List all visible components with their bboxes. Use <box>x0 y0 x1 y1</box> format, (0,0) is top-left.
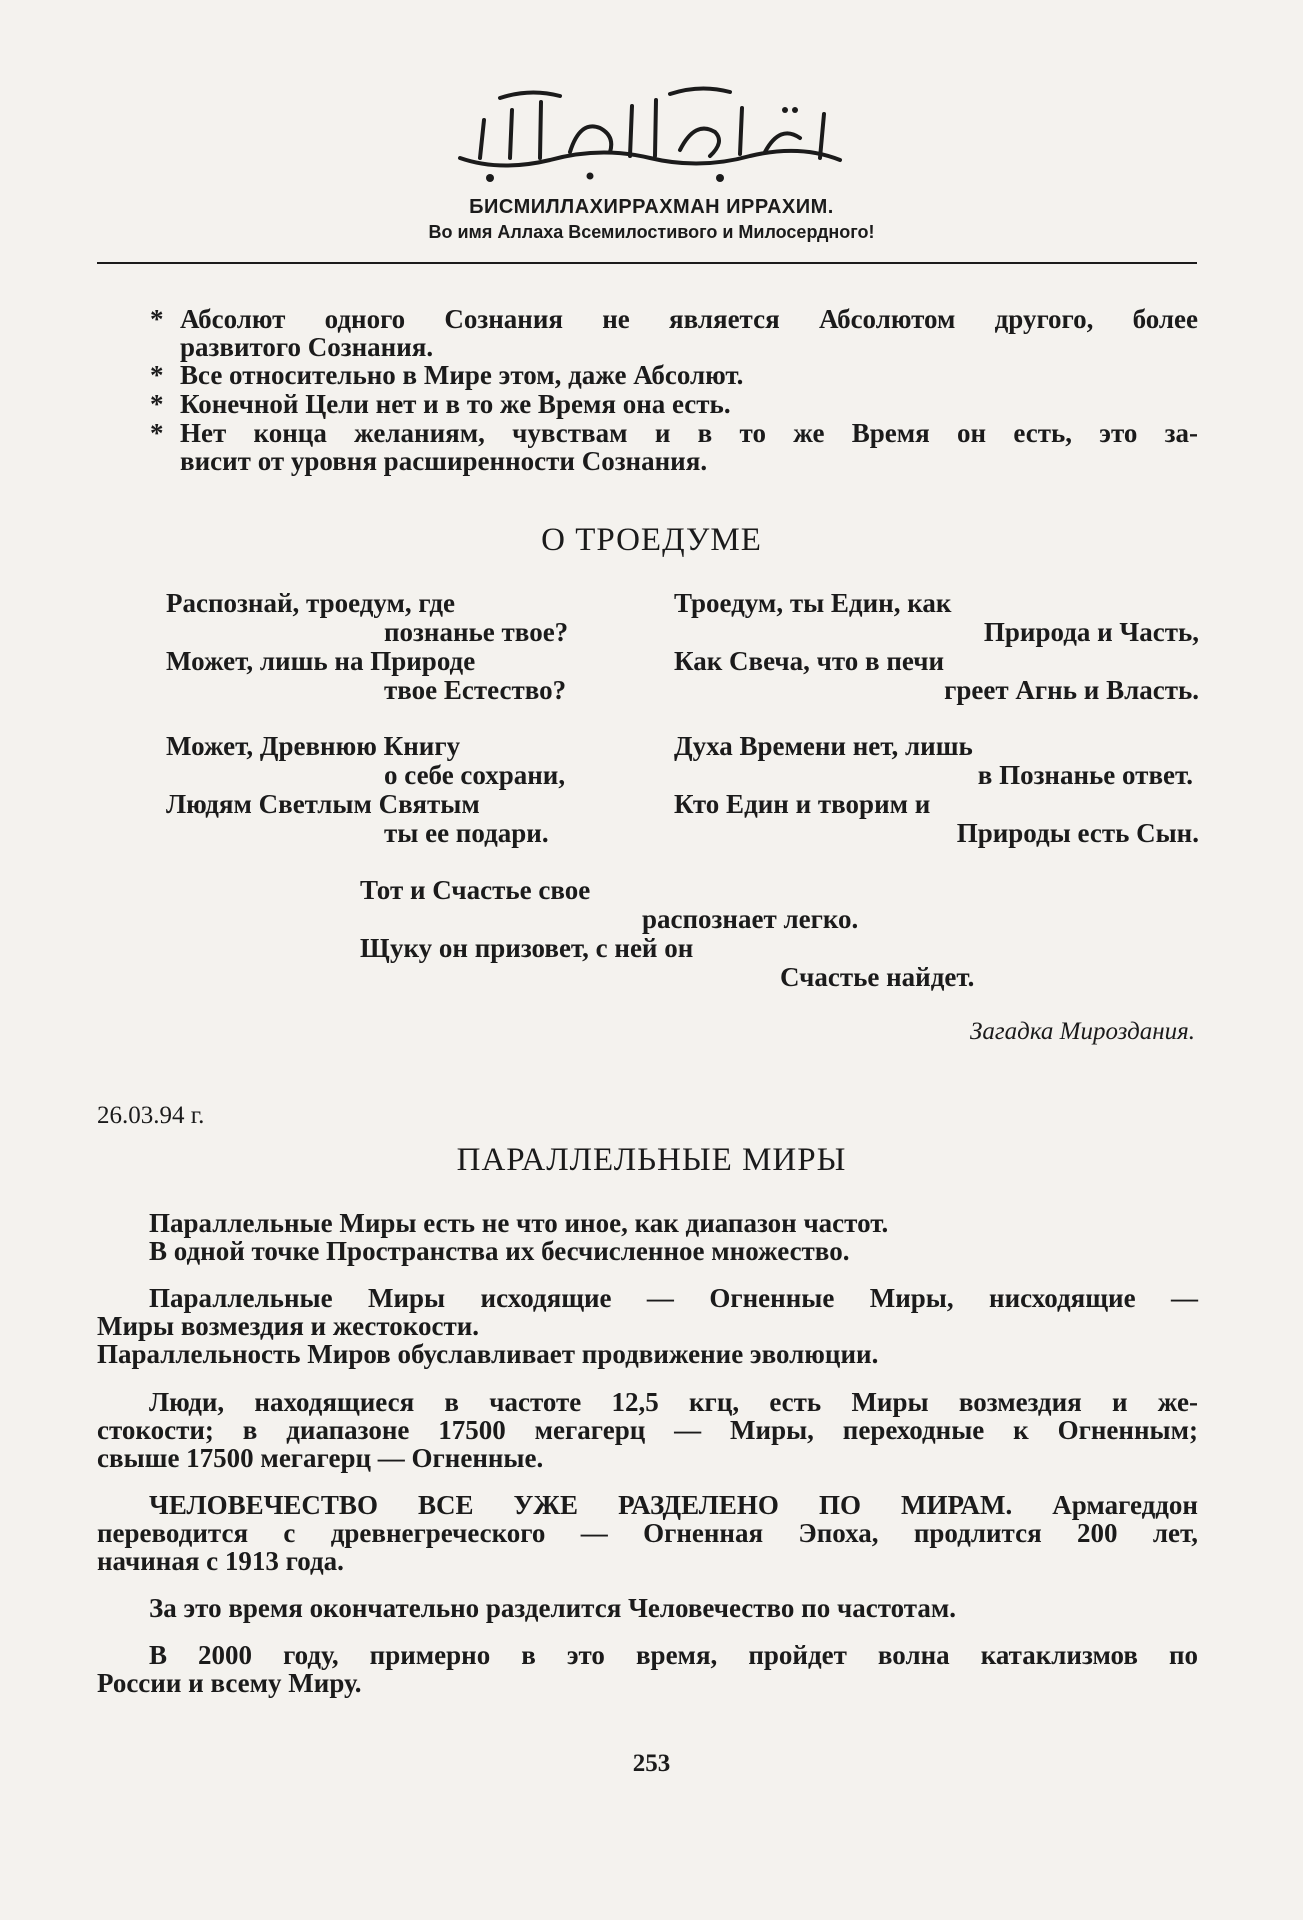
paragraph-line: Миры возмездия и жестокости. <box>97 1311 480 1341</box>
poem-line: познанье твое? <box>384 617 569 647</box>
poem-line: Счастье найдет. <box>780 962 975 992</box>
list-item-line: Все относительно в Мире этом, даже Абсолют. <box>180 360 744 390</box>
poem-line: твое Естество? <box>384 675 567 705</box>
bismillah-transliteration: БИСМИЛЛАХИРРАХМАН ИРРАХИМ. <box>469 196 834 218</box>
poem-line: Духа Времени нет, лишь <box>674 731 973 761</box>
paragraph-line: Люди, находящиеся в частоте 12,5 кгц, есть Миры возмездия и же- <box>149 1387 1198 1417</box>
poem-line: Природа и Часть, <box>983 617 1199 647</box>
bullet-star: * <box>150 304 164 334</box>
poem-line: Щуку он призовет, с ней он <box>360 933 694 963</box>
poem-line: Может, Древнюю Книгу <box>166 731 461 761</box>
poem-line: Тот и Счастье свое <box>360 875 591 905</box>
bismillah-calligraphy <box>440 80 860 185</box>
paragraph-line: Параллельные Миры есть не что иное, как диапазон частот. <box>149 1208 889 1238</box>
paragraph-line: начиная с 1913 года. <box>97 1546 344 1576</box>
poem-line: о себе сохрани, <box>384 760 566 790</box>
paragraph-line: За это время окончательно разделится Человечество по частотам. <box>149 1593 956 1623</box>
list-item-line: Конечной Цели нет и в то же Время она есть. <box>180 389 731 419</box>
poem-attribution: Загадка Мироздания. <box>970 1018 1195 1045</box>
paragraph-line: стокости; в диапазоне 17500 мегагерц — Миры, переходные к Огненным; <box>97 1415 1198 1445</box>
article-title: ПАРАЛЛЕЛЬНЫЕ МИРЫ <box>456 1142 847 1178</box>
page-number: 253 <box>632 1750 671 1777</box>
bullet-star: * <box>150 360 164 390</box>
paragraph-line: переводится с древнегреческого — Огненная Эпоха, продлится 200 лет, <box>97 1518 1198 1548</box>
poem-line: распознает легко. <box>642 904 859 934</box>
list-item-line: Нет конца желаниям, чувствам и в то же Время он есть, это за- <box>180 418 1198 448</box>
bullet-star: * <box>150 418 164 448</box>
paragraph-line: свыше 17500 мегагерц — Огненные. <box>97 1443 544 1473</box>
paragraph-line: В 2000 году, примерно в это время, пройдет волна катаклизмов по <box>149 1640 1198 1670</box>
poem-title: О ТРОЕДУМЕ <box>541 522 762 558</box>
list-item-line: висит от уровня расширенности Сознания. <box>180 446 708 476</box>
bullet-star: * <box>150 389 164 419</box>
poem-line: Кто Един и творим и <box>674 789 931 819</box>
poem-line: Природы есть Сын. <box>956 818 1199 848</box>
poem-line: Распознай, троедум, где <box>166 588 455 618</box>
poem-line: ты ее подари. <box>384 818 549 848</box>
paragraph-line: России и всему Миру. <box>97 1668 362 1698</box>
paragraph-line: В одной точке Пространства их бесчисленное множество. <box>149 1236 850 1266</box>
bismillah-translation: Во имя Аллаха Всемилостивого и Милосердного! <box>428 222 875 242</box>
paragraph-line: ЧЕЛОВЕЧЕСТВО ВСЕ УЖЕ РАЗДЕЛЕНО ПО МИРАМ. Армагеддон <box>149 1490 1198 1520</box>
list-item-line: развитого Сознания. <box>180 332 434 362</box>
article-date: 26.03.94 г. <box>97 1102 205 1129</box>
paragraph-line: Параллельные Миры исходящие — Огненные Миры, нисходящие — <box>149 1283 1198 1313</box>
poem-line: Может, лишь на Природе <box>166 646 476 676</box>
paragraph-line: Параллельность Миров обуславливает продвижение эволюции. <box>97 1339 879 1369</box>
header-divider <box>97 262 1197 264</box>
poem-line: греет Агнь и Власть. <box>944 675 1199 705</box>
poem-line: Людям Светлым Святым <box>166 789 480 819</box>
poem-line: Троедум, ты Един, как <box>674 588 952 618</box>
poem-line: в Познанье ответ. <box>977 760 1193 790</box>
list-item-line: Абсолют одного Сознания не является Абсолютом другого, более <box>180 304 1198 334</box>
poem-line: Как Свеча, что в печи <box>674 646 945 676</box>
